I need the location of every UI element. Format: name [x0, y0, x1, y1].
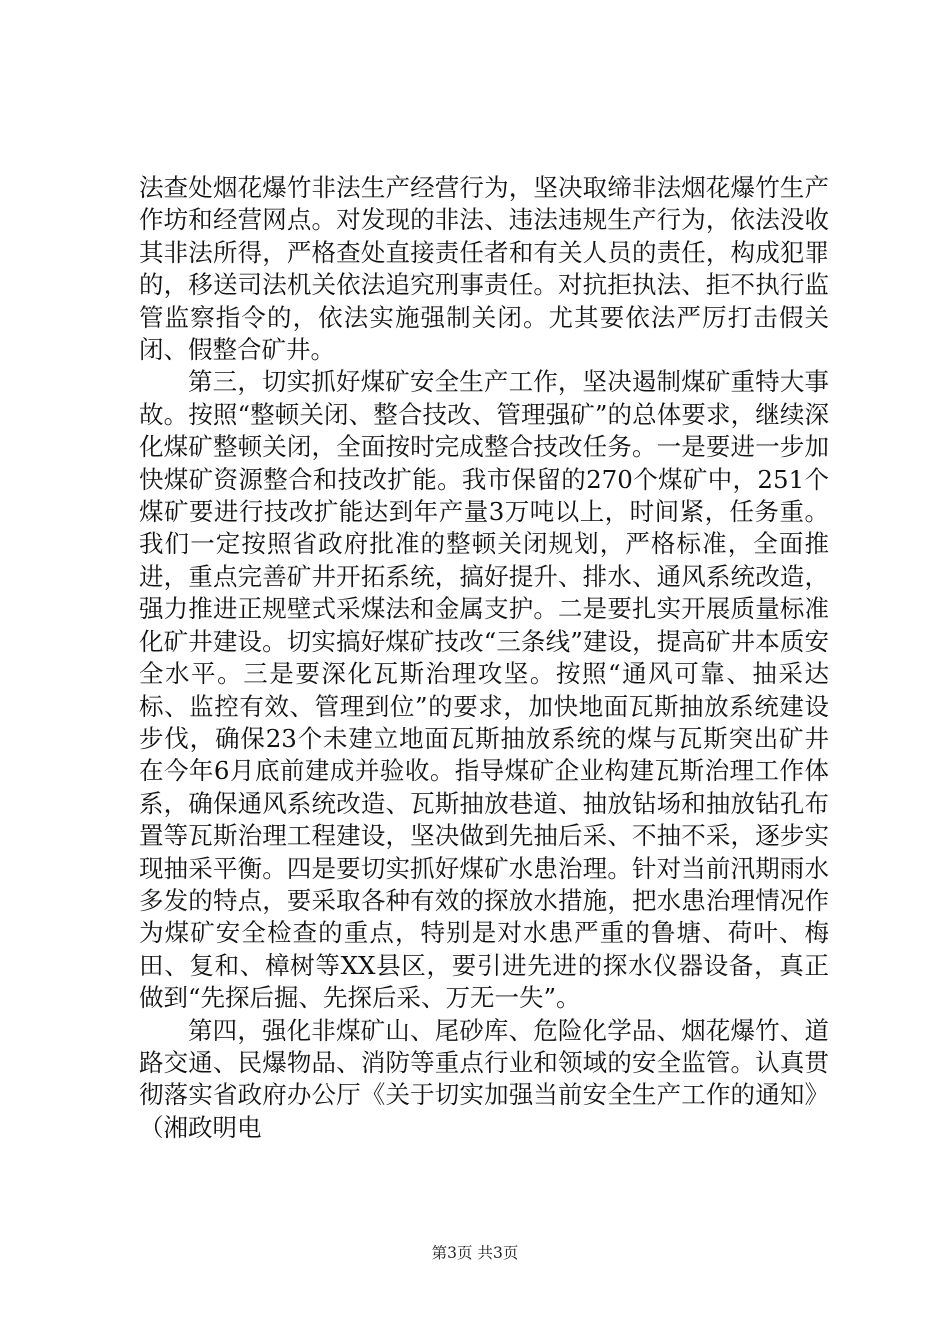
paragraph-continuation: 法查处烟花爆竹非法生产经营行为，坚决取缔非法烟花爆竹生产作坊和经营网点。对发现的非法、违法违规生产行为，依法没收其非法所得，严格查处直接责任者和有关人员的责任，构成犯罪的，移送司法机关依法追究刑事责任。对抗拒执法、拒不执行监管监察指令的，依法实施强制关闭。尤其要依法严厉打击假关闭、假整合矿井。 [139, 173, 829, 365]
document-body [139, 172, 829, 1144]
paragraph-key-industries: 第四，强化非煤矿山、尾砂库、危险化学品、烟花爆竹、道路交通、民爆物品、消防等重点行业和领域的安全监管。认真贯彻落实省政府办公厅《关于切实加强当前安全生产工作的通知》（湘政明电 [139, 1015, 829, 1142]
paragraph-coal-mine-safety: 第三，切实抓好煤矿安全生产工作，坚决遏制煤矿重特大事故。按照“整顿关闭、整合技改、管理强矿”的总体要求，继续深化煤矿整顿关闭，全面按时完成整合技改任务。一是要进一步加快煤矿资源整合和技改扩能。我市保留的270个煤矿中，251个煤矿要进行技改扩能达到年产量3万吨以上，时间紧，任务重。我们一定按照省政府批准的整顿关闭规划，严格标准，全面推进，重点完善矿井开拓系统，搞好提升、排水、通风系统改造，强力推进正规壁式采煤法和金属支护。二是要扎实开展质量标准化矿井建设。切实搞好煤矿技改“三条线”建设，提高矿井本质安全水平。三是要深化瓦斯治理攻坚。按照“通风可靠、抽采达标、监控有效、管理到位”的要求，加快地面瓦斯抽放系统建设步伐，确保23个未建立地面瓦斯抽放系统的煤与瓦斯突出矿井在今年6月底前建成并验收。指导煤矿企业构建瓦斯治理工作体系，确保通风系统改造、瓦斯抽放巷道、抽放钻场和抽放钻孔布置等瓦斯治理工程建设，坚决做到先抽后采、不抽不采，逐步实现抽采平衡。四是要切实抓好煤矿水患治理。针对当前汛期雨水多发的特点，要采取各种有效的探放水措施，把水患治理情况作为煤矿安全检查的重点，特别是对水患严重的鲁塘、荷叶、梅田、复和、樟树等XX县区，要引进先进的探水仪器设备，真正做到“先探后掘、先探后采、万无一失”。 [139, 367, 829, 1013]
page-footer: 第3页 共3页 [431, 1244, 519, 1262]
